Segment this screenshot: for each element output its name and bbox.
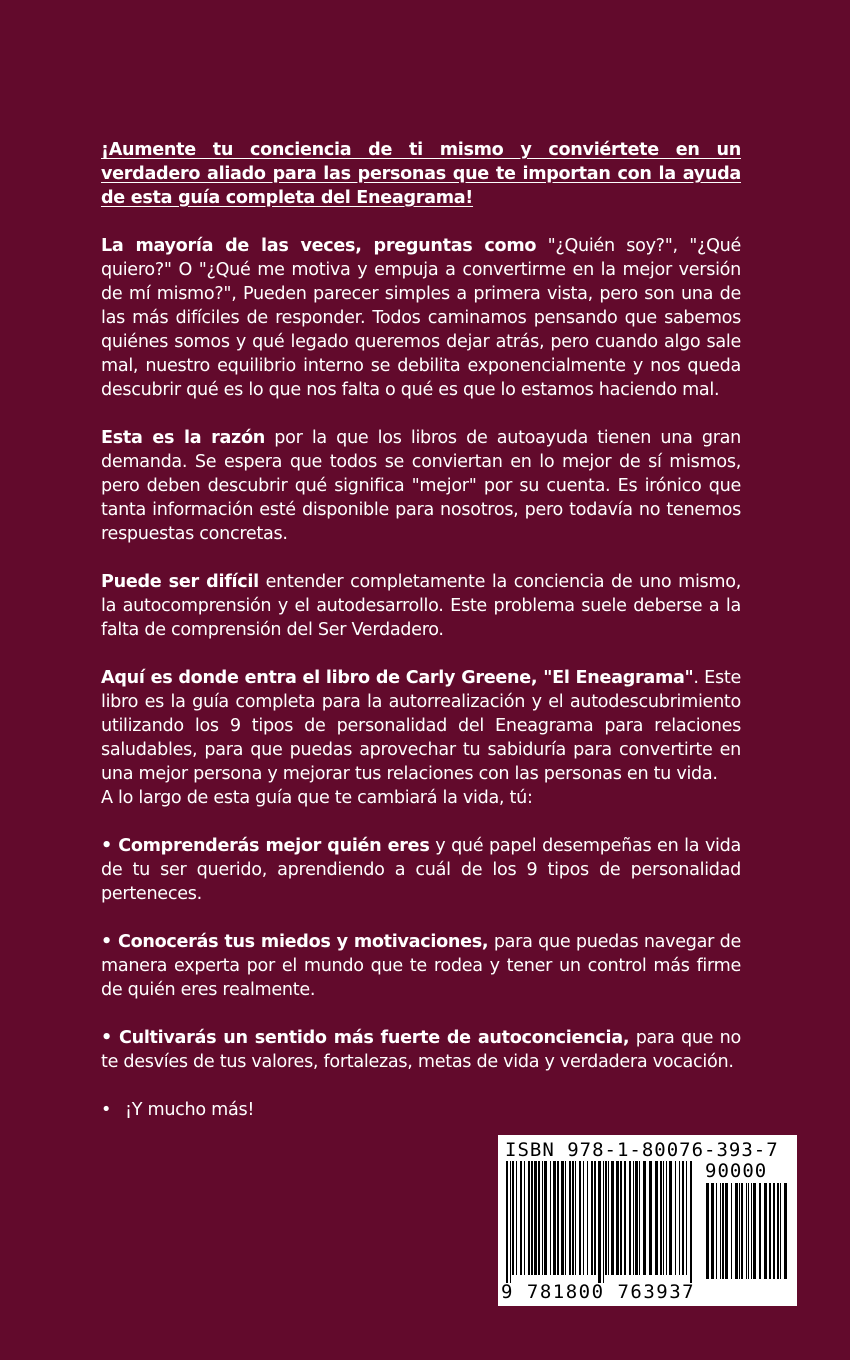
bullet-icon: • bbox=[101, 836, 112, 856]
barcode-bar bbox=[542, 1161, 543, 1275]
barcode-bar bbox=[550, 1161, 551, 1275]
barcode-bar bbox=[565, 1161, 566, 1275]
barcode-bars-addon bbox=[706, 1183, 790, 1287]
barcode-bar bbox=[784, 1183, 787, 1279]
list-item bbox=[101, 834, 741, 906]
barcode-bar bbox=[643, 1161, 646, 1275]
barcode-bar bbox=[611, 1161, 614, 1275]
barcode-bar bbox=[633, 1161, 634, 1275]
barcode-bar bbox=[655, 1161, 658, 1275]
barcode-bar bbox=[620, 1161, 622, 1275]
barcode-bar bbox=[649, 1161, 652, 1275]
bullet-lead: Comprenderás mejor quién eres bbox=[111, 836, 430, 856]
barcode-bar bbox=[679, 1161, 680, 1275]
ean-digits: 9 781800 763937 bbox=[501, 1281, 696, 1303]
barcode-bar bbox=[608, 1161, 609, 1275]
barcode-bar bbox=[635, 1161, 638, 1275]
barcode-bar bbox=[528, 1161, 530, 1275]
barcode-bar bbox=[690, 1161, 692, 1283]
barcode-bar bbox=[660, 1161, 662, 1275]
barcode-bar bbox=[706, 1183, 709, 1279]
barcode-bar bbox=[624, 1161, 626, 1275]
barcode-bar bbox=[538, 1161, 540, 1275]
barcode-bar bbox=[669, 1161, 672, 1275]
barcode-bar bbox=[603, 1161, 604, 1283]
paragraph-lead: Aquí es donde entra el libro de Carly Greene, "El Eneagrama" bbox=[101, 668, 694, 688]
barcode-bar bbox=[510, 1161, 511, 1283]
barcode-bar bbox=[759, 1183, 761, 1279]
barcode-bar bbox=[531, 1161, 533, 1275]
barcode-bar bbox=[534, 1161, 537, 1275]
barcode-bar bbox=[773, 1183, 775, 1279]
price-code: 90000 bbox=[705, 1160, 768, 1182]
bullet-body: para que no te desvíes de tus valores, fortalezas, metas de vida y verdadera vocación. bbox=[101, 1028, 741, 1072]
barcode-bar bbox=[748, 1183, 749, 1279]
barcode-bar bbox=[682, 1161, 684, 1275]
paragraph-lead: Esta es la razón bbox=[101, 428, 266, 448]
barcode-bar bbox=[686, 1161, 687, 1275]
paragraph-body: por la que los libros de autoayuda tienen una gran demanda. Se espera que todos se conviertan en lo mejor de sí mismos, pero deben descubrir qué significa "mejor" por su cuenta. Es irónico que tanta información esté disponible para nosotros, pero todavía no tenemos respuestas concretas. bbox=[101, 428, 741, 544]
barcode-bar bbox=[575, 1161, 576, 1275]
barcode-bar bbox=[579, 1161, 581, 1275]
barcode-bar bbox=[722, 1183, 724, 1279]
barcode-bar bbox=[731, 1183, 732, 1279]
isbn-number: ISBN 978-1-80076-393-7 bbox=[505, 1139, 779, 1161]
paragraph-questions bbox=[101, 234, 741, 402]
paragraph-body: entender completamente la conciencia de uno mismo, la autocomprensión y el autodesarrollo. Este problema suele deberse a la falta de comprensión del Ser Verdadero. bbox=[101, 572, 741, 640]
barcode-bar bbox=[553, 1161, 556, 1275]
list-item bbox=[101, 930, 741, 1002]
barcode-bar bbox=[753, 1183, 756, 1279]
back-cover-text bbox=[101, 138, 741, 1146]
paragraph-difficulty bbox=[101, 570, 741, 642]
isbn-barcode bbox=[498, 1135, 797, 1306]
paragraph-reason bbox=[101, 426, 741, 546]
barcode-bar bbox=[516, 1161, 517, 1275]
bullet-body: para que puedas navegar de manera experta por el mundo que te rodea y tener un control más firme de quién eres realmente. bbox=[101, 932, 741, 1000]
barcode-bar bbox=[512, 1161, 514, 1275]
list-item-more bbox=[101, 1098, 741, 1122]
barcode-bar bbox=[587, 1161, 588, 1275]
barcode-bar bbox=[739, 1183, 740, 1279]
barcode-bars-main bbox=[506, 1161, 696, 1283]
barcode-bar bbox=[720, 1183, 721, 1279]
barcode-bar bbox=[629, 1161, 631, 1275]
list-item bbox=[101, 1026, 741, 1074]
barcode-bar bbox=[780, 1183, 781, 1279]
barcode-bar bbox=[557, 1161, 559, 1275]
barcode-bar bbox=[594, 1161, 596, 1275]
barcode-bar bbox=[764, 1183, 767, 1279]
bullet-body: y qué papel desempeñas en la vida de tu ser querido, aprendiendo a cuál de los 9 tipos de personalidad perteneces. bbox=[101, 836, 741, 904]
bullet-lead: Cultivarás un sentido más fuerte de autoconciencia, bbox=[111, 1028, 630, 1048]
barcode-bar bbox=[746, 1183, 747, 1279]
barcode-bar bbox=[741, 1183, 743, 1279]
barcode-bar bbox=[769, 1183, 771, 1279]
paragraph-book bbox=[101, 666, 741, 786]
lead-in-line: A lo largo de esta guía que te cambiará la vida, tú: bbox=[101, 788, 533, 808]
paragraph-lead: La mayoría de las veces, preguntas como bbox=[101, 236, 537, 256]
barcode-bar bbox=[639, 1161, 640, 1275]
barcode-bar bbox=[524, 1161, 525, 1275]
bullet-icon: • bbox=[101, 1100, 112, 1120]
barcode-bar bbox=[777, 1183, 779, 1279]
barcode-bar bbox=[572, 1161, 574, 1275]
barcode-bar bbox=[616, 1161, 619, 1275]
barcode-bar bbox=[716, 1183, 717, 1279]
barcode-bar bbox=[605, 1161, 607, 1275]
barcode-bar bbox=[569, 1161, 571, 1275]
barcode-bar bbox=[675, 1161, 676, 1275]
paragraph-body: . Este libro es la guía completa para la autorrealización y el autodescubrimiento utilizando los 9 tipos de personalidad del Eneagrama para relaciones saludables, para que puedas aprovechar tu sabiduría para convertirte en una mejor persona y mejorar tus relaciones con las personas en tu vida. bbox=[101, 668, 741, 784]
barcode-bar bbox=[544, 1161, 547, 1275]
barcode-bar bbox=[583, 1161, 584, 1275]
barcode-bar bbox=[520, 1161, 522, 1275]
intro-headline: ¡Aumente tu conciencia de ti mismo y conviértete en un verdadero aliado para las personas que te importan con la ayuda de esta guía completa del Eneagrama! bbox=[101, 140, 741, 208]
bullet-lead: Conocerás tus miedos y motivaciones, bbox=[111, 932, 489, 952]
barcode-bar bbox=[666, 1161, 667, 1275]
barcode-bar bbox=[735, 1183, 738, 1279]
paragraph-body: "¿Quién soy?", "¿Qué quiero?" O "¿Qué me motiva y empuja a convertirme en la mejor versión de mí mismo?", Pueden parecer simples a primera vista, pero son una de las más difíciles de responder. Todos caminamos pensando que sabemos quiénes somos y qué legado queremos dejar atrás, pero cuando algo sale mal, nuestro equilibrio interno se debilita exponencialmente y nos queda descubrir qué es lo que nos falta o qué es que lo estamos haciendo mal. bbox=[101, 236, 741, 400]
bullet-icon: • bbox=[101, 932, 112, 952]
barcode-bar bbox=[598, 1161, 601, 1283]
barcode-bar bbox=[663, 1161, 664, 1275]
barcode-bar bbox=[506, 1161, 508, 1283]
barcode-bar bbox=[711, 1183, 714, 1279]
paragraph-lead: Puede ser difícil bbox=[101, 572, 259, 592]
barcode-bar bbox=[561, 1161, 564, 1275]
barcode-bar bbox=[725, 1183, 728, 1279]
barcode-bar bbox=[751, 1183, 752, 1279]
more-text: ¡Y mucho más! bbox=[125, 1100, 255, 1120]
barcode-bar bbox=[591, 1161, 593, 1275]
bullet-icon: • bbox=[101, 1028, 112, 1048]
